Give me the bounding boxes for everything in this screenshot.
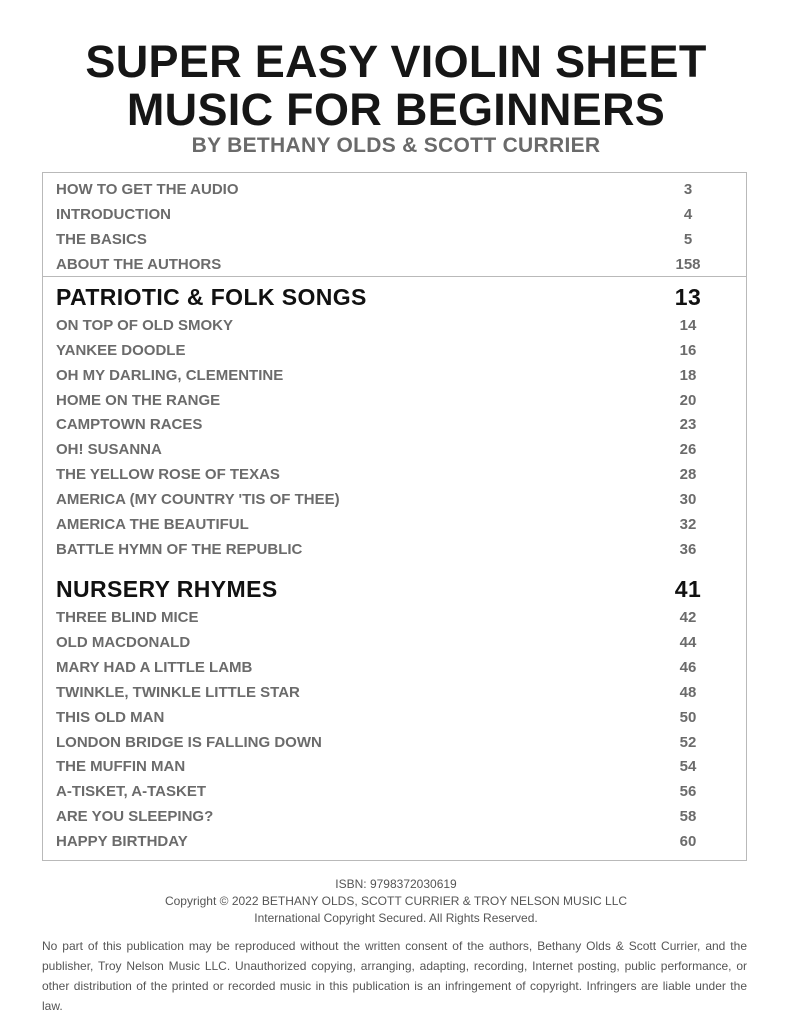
- section-heading-title: NURSERY RHYMES: [56, 575, 278, 602]
- title-line-2: MUSIC FOR BEGINNERS: [126, 84, 666, 135]
- toc-row-title: OLD MACDONALD: [56, 633, 191, 651]
- toc-row-title: ABOUT THE AUTHORS: [56, 255, 222, 273]
- toc-row-title: HAPPY BIRTHDAY: [56, 832, 188, 850]
- section-heading-page: 13: [674, 283, 702, 310]
- toc-row[interactable]: [56, 340, 697, 360]
- toc-row[interactable]: [56, 414, 697, 434]
- toc-row-page: 48: [679, 683, 697, 701]
- toc-row-page: 26: [679, 440, 697, 458]
- toc-row[interactable]: [56, 229, 693, 249]
- toc-row-title: THIS OLD MAN: [56, 708, 165, 726]
- toc-row[interactable]: [56, 707, 697, 727]
- toc-row-page: 158: [675, 255, 701, 273]
- toc-row-page: 44: [679, 633, 697, 651]
- toc-row[interactable]: [56, 464, 697, 484]
- toc-row[interactable]: [56, 657, 697, 677]
- toc-row-title: YANKEE DOODLE: [56, 341, 186, 359]
- table-of-contents: [42, 172, 747, 861]
- toc-row-page: 52: [679, 733, 697, 751]
- toc-row-title: OH! SUSANNA: [56, 440, 162, 458]
- toc-row[interactable]: [56, 682, 697, 702]
- toc-row-title: HOW TO GET THE AUDIO: [56, 180, 239, 198]
- toc-row-page: 20: [679, 391, 697, 409]
- toc-row-title: MARY HAD A LITTLE LAMB: [56, 658, 253, 676]
- section-heading-nursery-rhymes[interactable]: [56, 575, 702, 603]
- toc-row-page: 18: [679, 366, 697, 384]
- section-heading-title: PATRIOTIC & FOLK SONGS: [56, 283, 367, 310]
- toc-row-page: 54: [679, 757, 697, 775]
- toc-row[interactable]: [56, 254, 701, 274]
- toc-row[interactable]: [56, 781, 697, 801]
- copyright-line: Copyright © 2022 BETHANY OLDS, SCOTT CURRIER & TROY NELSON MUSIC LLC: [164, 894, 628, 908]
- toc-row-page: 32: [679, 515, 697, 533]
- toc-row-page: 60: [679, 832, 697, 850]
- legal-notice: No part of this publication may be reproduced without the written consent of the authors, Bethany Olds & Scott Currier, and the publisher, Troy Nelson Music LLC. Unauthorized copying, arranging, adapting, recording, Internet posting, public performance, or other distribution of the printed or recorded music in this publication is an infringement of copyright. Infringers are liable under the law.: [42, 939, 747, 1013]
- toc-row[interactable]: [56, 732, 697, 752]
- toc-row-page: 14: [679, 316, 697, 334]
- toc-row-title: OH MY DARLING, CLEMENTINE: [56, 366, 284, 384]
- toc-row-title: AMERICA THE BEAUTIFUL: [56, 515, 249, 533]
- toc-row-title: CAMPTOWN RACES: [56, 415, 203, 433]
- toc-row-title: THE YELLOW ROSE OF TEXAS: [56, 465, 280, 483]
- toc-row-title: INTRODUCTION: [56, 205, 171, 223]
- toc-row-page: 16: [679, 341, 697, 359]
- toc-row-title: TWINKLE, TWINKLE LITTLE STAR: [56, 683, 300, 701]
- toc-row[interactable]: [56, 179, 693, 199]
- toc-row-page: 23: [679, 415, 697, 433]
- toc-row[interactable]: [56, 514, 697, 534]
- toc-row-page: 4: [683, 205, 693, 223]
- toc-row-page: 5: [683, 230, 693, 248]
- toc-row-page: 3: [683, 180, 693, 198]
- rights-line: International Copyright Secured. All Rights Reserved.: [254, 911, 538, 925]
- toc-row[interactable]: [56, 365, 697, 385]
- section-heading-patriotic-folk[interactable]: [56, 283, 702, 311]
- book-title: [0, 38, 792, 134]
- toc-row-page: 50: [679, 708, 697, 726]
- toc-row[interactable]: [56, 756, 697, 776]
- toc-row-title: THE BASICS: [56, 230, 147, 248]
- toc-row-page: 58: [679, 807, 697, 825]
- toc-row[interactable]: [56, 831, 697, 851]
- toc-row[interactable]: [56, 607, 697, 627]
- section-heading-page: 41: [674, 575, 702, 602]
- toc-row[interactable]: [56, 806, 697, 826]
- toc-row-page: 56: [679, 782, 697, 800]
- toc-row[interactable]: [56, 539, 697, 559]
- isbn: ISBN: 9798372030619: [335, 877, 457, 891]
- toc-row-title: AMERICA (MY COUNTRY 'TIS OF THEE): [56, 490, 340, 508]
- toc-row[interactable]: [56, 439, 697, 459]
- toc-row-page: 28: [679, 465, 697, 483]
- toc-row-page: 30: [679, 490, 697, 508]
- toc-row-title: THREE BLIND MICE: [56, 608, 199, 626]
- byline: BY BETHANY OLDS & SCOTT CURRIER: [191, 134, 601, 157]
- toc-row[interactable]: [56, 315, 697, 335]
- toc-row-title: A-TISKET, A-TASKET: [56, 782, 206, 800]
- toc-row-page: 42: [679, 608, 697, 626]
- toc-row[interactable]: [56, 489, 697, 509]
- toc-row-page: 46: [679, 658, 697, 676]
- toc-row-title: THE MUFFIN MAN: [56, 757, 186, 775]
- toc-row-title: HOME ON THE RANGE: [56, 391, 221, 409]
- toc-row-title: LONDON BRIDGE IS FALLING DOWN: [56, 733, 322, 751]
- toc-row[interactable]: [56, 204, 693, 224]
- title-line-1: SUPER EASY VIOLIN SHEET: [85, 36, 707, 87]
- toc-row[interactable]: [56, 390, 697, 410]
- toc-row-title: ARE YOU SLEEPING?: [56, 807, 214, 825]
- toc-row-title: ON TOP OF OLD SMOKY: [56, 316, 233, 334]
- toc-row-page: 36: [679, 540, 697, 558]
- toc-row-title: BATTLE HYMN OF THE REPUBLIC: [56, 540, 303, 558]
- toc-row[interactable]: [56, 632, 697, 652]
